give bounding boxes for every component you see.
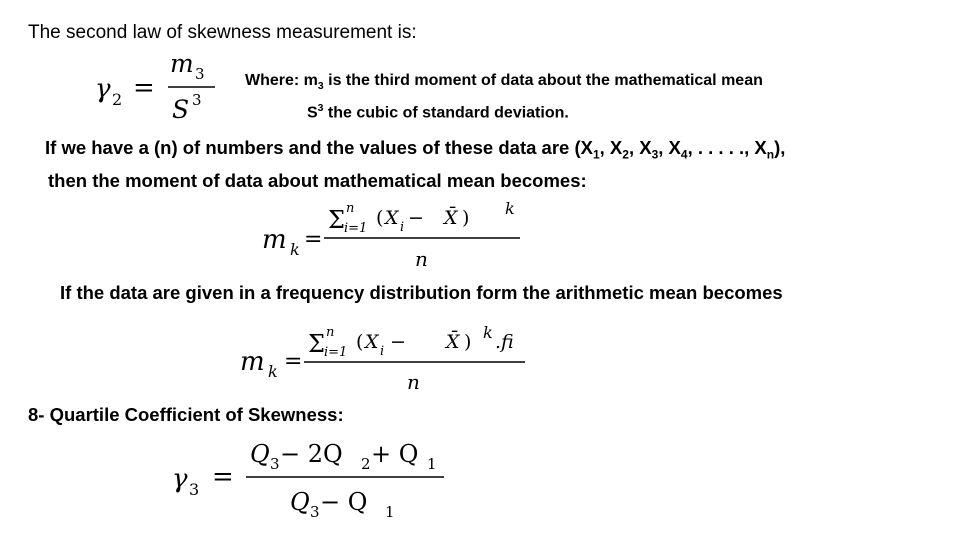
eq4-lhs-sub: 3 xyxy=(189,480,200,499)
eq2-lower: i=1 xyxy=(344,221,368,236)
eq1-num: m xyxy=(170,49,194,78)
eq3-lparen: ( xyxy=(356,331,364,353)
eq2-equals: = xyxy=(304,227,323,252)
eq3-lower: i=1 xyxy=(324,345,348,360)
explanation-line-2: $S^3$ the cubic of standard deviation. xyxy=(307,103,569,122)
frequency-paragraph: If the data are given in a frequency distribution form the arithmetic mean becomes xyxy=(60,282,783,303)
eq4-num-b-sub: 2 xyxy=(361,455,371,473)
eq1-num-sub: 3 xyxy=(195,65,205,83)
eq2-den: n xyxy=(415,247,428,271)
formula-gamma3 xyxy=(172,432,457,522)
eq1-lhs-sub: 2 xyxy=(112,90,123,109)
eq4-den-mid: − Q xyxy=(320,488,368,516)
eq3-minus: − xyxy=(390,331,406,353)
eq3-xbar: X̄ xyxy=(446,331,460,353)
eq4-den-a: Q xyxy=(290,488,310,516)
eq2-lparen: ( xyxy=(376,207,384,229)
eq3-x: X xyxy=(365,331,379,353)
eq4-num-plus: + Q xyxy=(371,440,419,468)
eq1-equals: = xyxy=(133,73,155,103)
eq2-x: X xyxy=(385,207,399,229)
formula-moment-frequency xyxy=(240,320,530,395)
eq4-lhs: γ xyxy=(172,464,188,494)
eq3-upper: n xyxy=(326,325,335,340)
eq1-lhs: γ xyxy=(95,74,111,104)
eq2-minus: − xyxy=(408,207,424,229)
formula-explanation xyxy=(245,70,763,125)
eq3-tail: .fi xyxy=(495,331,514,353)
eq3-equals: = xyxy=(284,349,303,374)
eq2-xsub: i xyxy=(400,220,405,235)
eq3-rparen: ) xyxy=(464,331,472,353)
eq2-xbar: X̄ xyxy=(444,207,458,229)
formula-gamma2 xyxy=(95,50,225,125)
quartile-heading: 8- Quartile Coefficient of Skewness: xyxy=(28,404,344,425)
eq4-num-a: Q xyxy=(250,440,270,468)
eq1-den: S xyxy=(172,95,190,124)
intro-paragraph xyxy=(45,135,785,193)
section-title: The second law of skewness measurement is: xyxy=(28,22,417,43)
eq4-num-c-sub: 1 xyxy=(427,455,437,473)
eq3-den: n xyxy=(407,370,420,394)
eq4-den-a-sub: 3 xyxy=(310,503,320,521)
eq2-rparen: ) xyxy=(462,207,470,229)
explanation-line-1: Where: $m_3$ is the third moment of data about the mathematical mean xyxy=(245,72,763,93)
eq2-lhs: m xyxy=(262,225,287,255)
eq2-sigma: Σ xyxy=(328,206,345,234)
eq3-lhs-sub: k xyxy=(268,362,278,381)
eq3-xsub: i xyxy=(380,344,385,359)
eq3-sigma: Σ xyxy=(308,330,325,358)
eq1-den-sup: 3 xyxy=(192,91,202,109)
paragraph-line-2: then the moment of data about mathematical mean becomes: xyxy=(48,169,587,191)
eq4-den-b-sub: 1 xyxy=(385,503,395,521)
formula-moment xyxy=(262,198,532,273)
eq4-equals: = xyxy=(212,462,234,492)
eq2-upper: n xyxy=(346,201,355,216)
paragraph-line-1: If we have a (n) of numbers and the values of these data are ($X_1$, $X_2$, $X_3$, $X_4$, . . . . ., $X_n$), xyxy=(45,137,786,162)
eq2-lhs-sub: k xyxy=(290,240,300,259)
eq2-k: k xyxy=(505,199,515,218)
eq3-k: k xyxy=(483,323,493,342)
eq4-num-a-sub: 3 xyxy=(270,455,280,473)
eq4-num-mid: − 2Q xyxy=(280,440,343,468)
eq3-lhs: m xyxy=(240,347,265,377)
